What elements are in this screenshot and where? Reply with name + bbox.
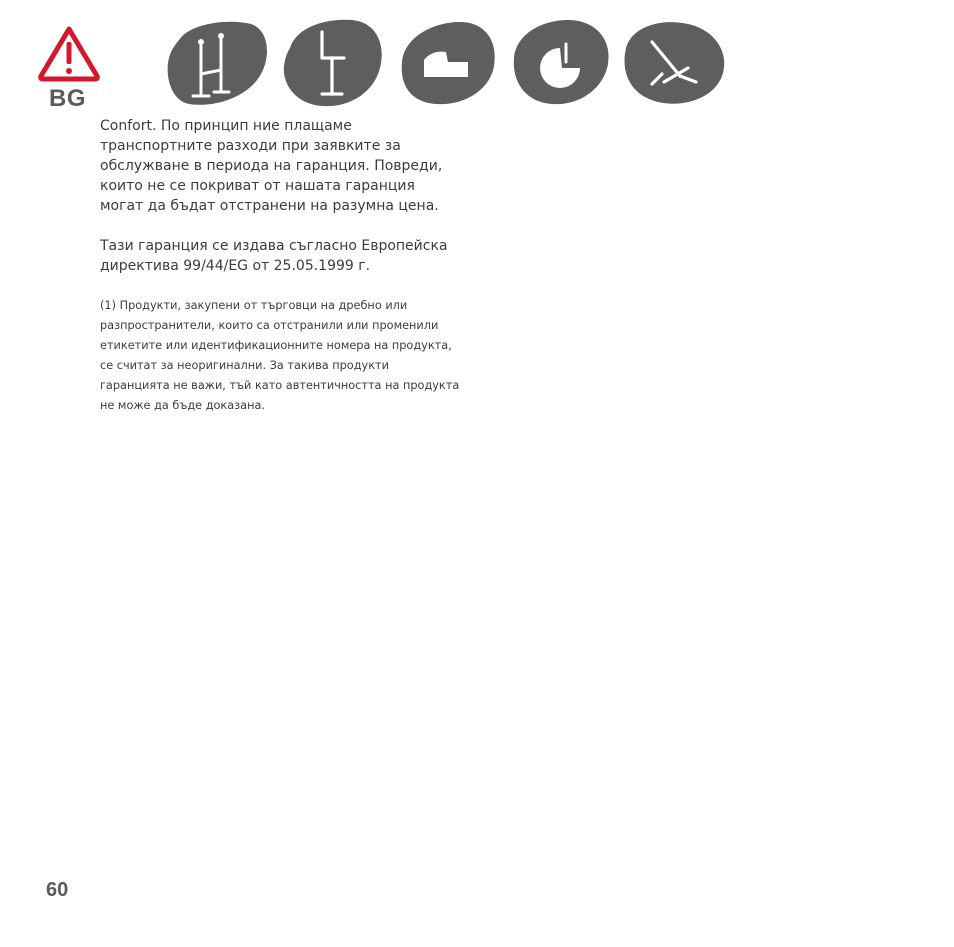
car-seat-icon [508, 18, 612, 108]
warranty-text [100, 116, 460, 416]
stroller-seat-recline-icon [280, 18, 384, 108]
stroller-seat-upright-icon [165, 18, 269, 108]
paragraph: Тази гаранция се издава съгласно Европейска директива 99/44/EG от 25.05.1999 г. [100, 238, 448, 274]
warning-triangle-icon [36, 24, 102, 84]
paragraph: Confort. По принцип ние плащаме транспортните разходи при заявките за обслужване в периода на гаранция. Повреди, които не се покриват от нашата гаранция могат да бъдат отстранени на разумна цена. [100, 118, 443, 214]
page-number: 60 [46, 879, 69, 901]
language-code: BG [49, 85, 86, 112]
stroller-frame-folded-icon [622, 18, 726, 108]
footnote: (1) Продукти, закупени от търговци на дребно или разпространители, които са отстранили или променили етикетите или идентификационните номера на продукта, се считат за неоригинални. За такива продукти гаранцията не важи, тъй като автентичността на продукта не може да бъде доказана. [100, 299, 460, 412]
carrycot-icon [394, 18, 498, 108]
